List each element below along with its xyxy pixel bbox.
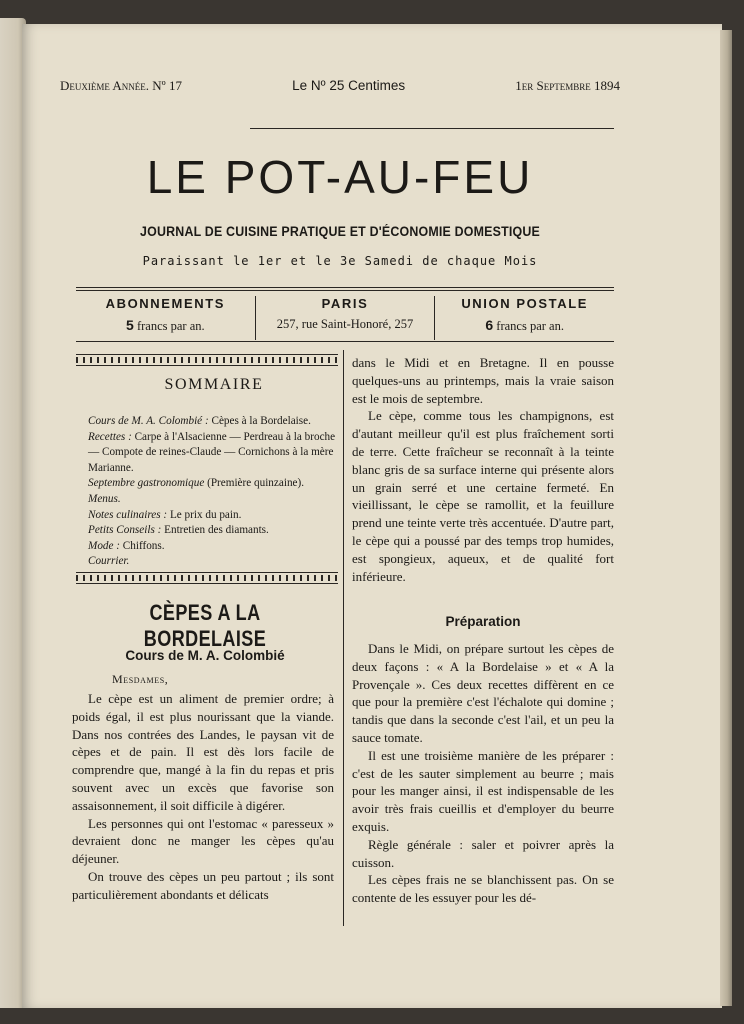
- paragraph: dans le Midi et en Bretagne. Il en pousse quelques-uns au printemps, mais la vraie saison est le mois de septembre.: [352, 355, 614, 406]
- ornamental-border: [76, 353, 338, 367]
- paragraph: Le cèpe, comme tous les champignons, est d'autant meilleur qu'il est plus fraîchement sorti de terre. Cette fraîcheur se reconnaît à la teinte blanc gris de sa surface interne qui présente alors un grain serré et une certaine fermeté. En vieillissant, le cèpe se ramollit, et la feuillure prend une teinte verte très accentuée. D'autre part, le cèpe qui a poussé par des temps trop humides, est spongieux, aqueux, et de qualité fort inférieure.: [352, 408, 614, 584]
- sommaire-item: Notes culinaires : Le prix du pain.: [88, 508, 242, 521]
- issue-header: [60, 78, 620, 94]
- subs-text: francs par an.: [496, 319, 564, 333]
- paragraph: Le cèpe est un aliment de premier ordre; à poids égal, il est plus nourissant que la viande. Dans nos contrées des Landes, le paysan vit de cèpes et de pain. Il est dès lors facile de comprendre que, mangé à la fin du repas et pris souvent avec un excès que favorise son assaisonnement, il soit difficile à digérer.: [72, 691, 334, 813]
- sommaire-item: Courrier.: [88, 555, 130, 568]
- subs-rule-bottom: [76, 341, 614, 342]
- subs-heading: ABONNEMENTS: [105, 296, 226, 311]
- subs-price: 6: [485, 317, 494, 333]
- subscription-box: [76, 296, 614, 340]
- sommaire-list: [88, 414, 338, 570]
- sommaire-item: Cours de M. A. Colombié : Cèpes à la Bordelaise.: [88, 415, 311, 427]
- sommaire-item: Mode : Chiffons.: [88, 539, 165, 552]
- publication-frequency: Paraissant le 1er et le 3e Samedi de chaque Mois: [142, 254, 538, 268]
- sommaire-title: SOMMAIRE: [164, 376, 264, 393]
- sommaire-item: Septembre gastronomique (Première quinzaine).: [88, 477, 305, 490]
- header-rule: [250, 128, 614, 129]
- subs-paris: [255, 296, 435, 340]
- subs-abonnements: [76, 296, 255, 340]
- issue-number: Deuxième Année. Nº 17: [60, 78, 182, 93]
- section-heading: Préparation: [445, 614, 521, 629]
- subs-heading: UNION POSTALE: [461, 296, 589, 311]
- paragraph: Les personnes qui ont l'estomac « paresseux » devraient donc ne manger les cèpes qu'au déjeuner.: [72, 815, 334, 867]
- subs-rule-top: [76, 287, 614, 288]
- ornamental-border: [76, 571, 338, 585]
- article-title: CÈPES A LA BORDELAISE: [143, 600, 267, 651]
- issue-price: Le Nº 25 Centimes: [292, 78, 406, 93]
- subs-heading: PARIS: [321, 296, 369, 311]
- subs-union-postale: [434, 296, 614, 340]
- subs-price: 5: [126, 317, 134, 333]
- page-stack-edge: [720, 30, 732, 1006]
- subs-address: 257, rue Saint-Honoré, 257: [276, 317, 414, 331]
- sommaire-item: Menus.: [88, 492, 121, 505]
- article-body-left: [72, 690, 334, 904]
- masthead-subtitle: JOURNAL DE CUISINE PRATIQUE ET D'ÉCONOMIE DOMESTIQUE: [140, 224, 540, 239]
- column-divider: [343, 350, 344, 926]
- paragraph: Les cèpes frais ne se blanchissent pas. On se contente de les essuyer pour les dé-: [352, 872, 614, 906]
- paragraph: Il est une troisième manière de les préparer : c'est de les sauter simplement au beurre ; mais pour les manger ainsi, il est indispensable de les avoir très frais cueillis et d'employer du beurre exquis.: [352, 747, 614, 834]
- issue-date: 1er Septembre 1894: [515, 78, 620, 93]
- subs-text: francs par an.: [136, 319, 205, 333]
- paragraph: Règle générale : saler et poivrer après la cuisson.: [352, 836, 614, 870]
- subs-rule-top-2: [76, 290, 614, 291]
- masthead-title: LE POT-AU-FEU: [146, 151, 534, 203]
- sommaire-item: Petits Conseils : Entretien des diamants.: [88, 524, 269, 537]
- article-body-preparation: [352, 640, 614, 907]
- paragraph: Dans le Midi, on prépare surtout les cèpes de deux façons : « A la Bordelaise » et « A la Provençale ». Ces deux recettes diffèrent en ce que pour la première c'est l'échalote qui domine ; tandis que dans la seconde c'est l'ail, et un peu la sauce tomate.: [352, 641, 614, 745]
- paragraph: On trouve des cèpes un peu partout ; ils sont particulièrement abondants et délicats: [72, 868, 334, 902]
- article-byline: Cours de M. A. Colombié: [125, 648, 285, 663]
- article-body-right: [352, 354, 614, 585]
- sommaire-item: Recettes : Carpe à l'Alsacienne — Perdreau à la broche — Compote de reines-Claude — Cornichons à la mère Marianne.: [88, 430, 336, 474]
- article-salutation: Mesdames,: [112, 672, 169, 686]
